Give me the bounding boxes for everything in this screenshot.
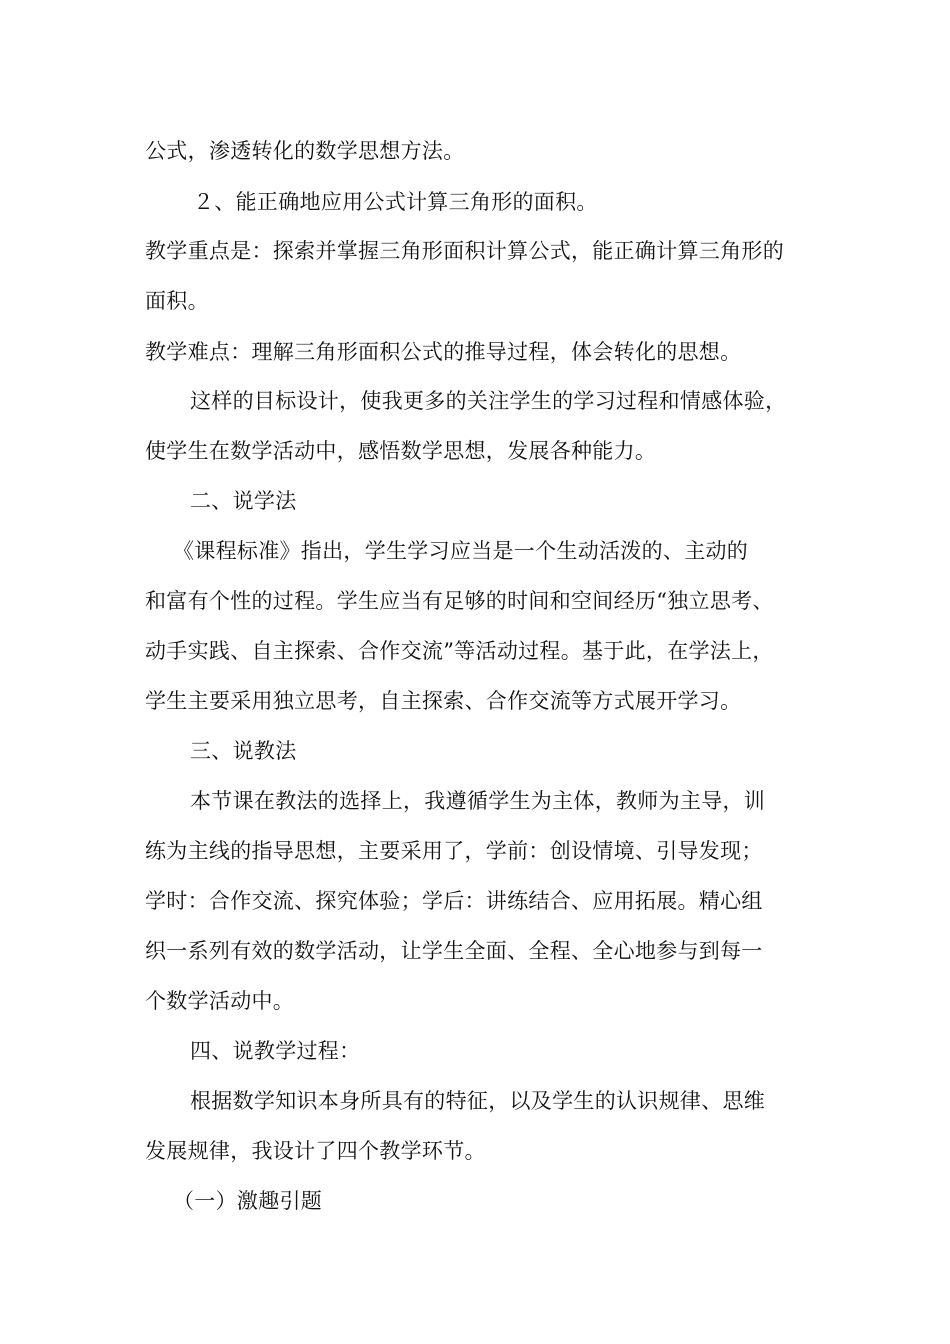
text-line: 个数学活动中。 <box>145 989 295 1013</box>
text-line: 学生主要采用独立思考，自主探索、合作交流等方式展开学习。 <box>145 689 742 713</box>
text-line: 使学生在数学活动中，感悟数学思想，发展各种能力。 <box>145 439 657 463</box>
text-line: 根据数学知识本身所具有的特征，以及学生的认识规律、思维 <box>190 1089 766 1113</box>
text-line: 教学难点：理解三角形面积公式的推导过程，体会转化的思想。 <box>145 340 742 364</box>
text-line: 面积。 <box>145 289 209 313</box>
section-heading: 三、说教法 <box>190 739 297 763</box>
text-line: ２、能正确地应用公式计算三角形的面积。 <box>193 190 598 214</box>
text-line: 动手实践、自主探索、合作交流”等活动过程。基于此，在学法上， <box>145 639 774 663</box>
text-line: 学时：合作交流、探究体验；学后：讲练结合、应用拓展。精心组 <box>145 889 763 913</box>
text-line: 这样的目标设计，使我更多的关注学生的学习过程和情感体验， <box>190 389 787 413</box>
section-heading: 四、说教学过程： <box>190 1039 361 1063</box>
text-line: 发展规律，我设计了四个教学环节。 <box>145 1139 486 1163</box>
text-line: 《课程标准》指出，学生学习应当是一个生动活泼的、主动的 <box>173 539 749 563</box>
text-line: 练为主线的指导思想，主要采用了，学前：创设情境、引导发现； <box>145 839 763 863</box>
subsection-heading: （一）激趣引题 <box>173 1189 323 1213</box>
text-line: 公式，渗透转化的数学思想方法。 <box>145 139 465 163</box>
text-line: 织一系列有效的数学活动，让学生全面、全程、全心地参与到每一 <box>145 939 763 963</box>
text-line: 教学重点是：探索并掌握三角形面积计算公式，能正确计算三角形的 <box>145 239 784 263</box>
text-line: 本节课在教法的选择上，我遵循学生为主体，教师为主导，训 <box>190 789 766 813</box>
text-line: 和富有个性的过程。学生应当有足够的时间和空间经历“独立思考、 <box>145 589 774 613</box>
section-heading: 二、说学法 <box>190 489 297 513</box>
